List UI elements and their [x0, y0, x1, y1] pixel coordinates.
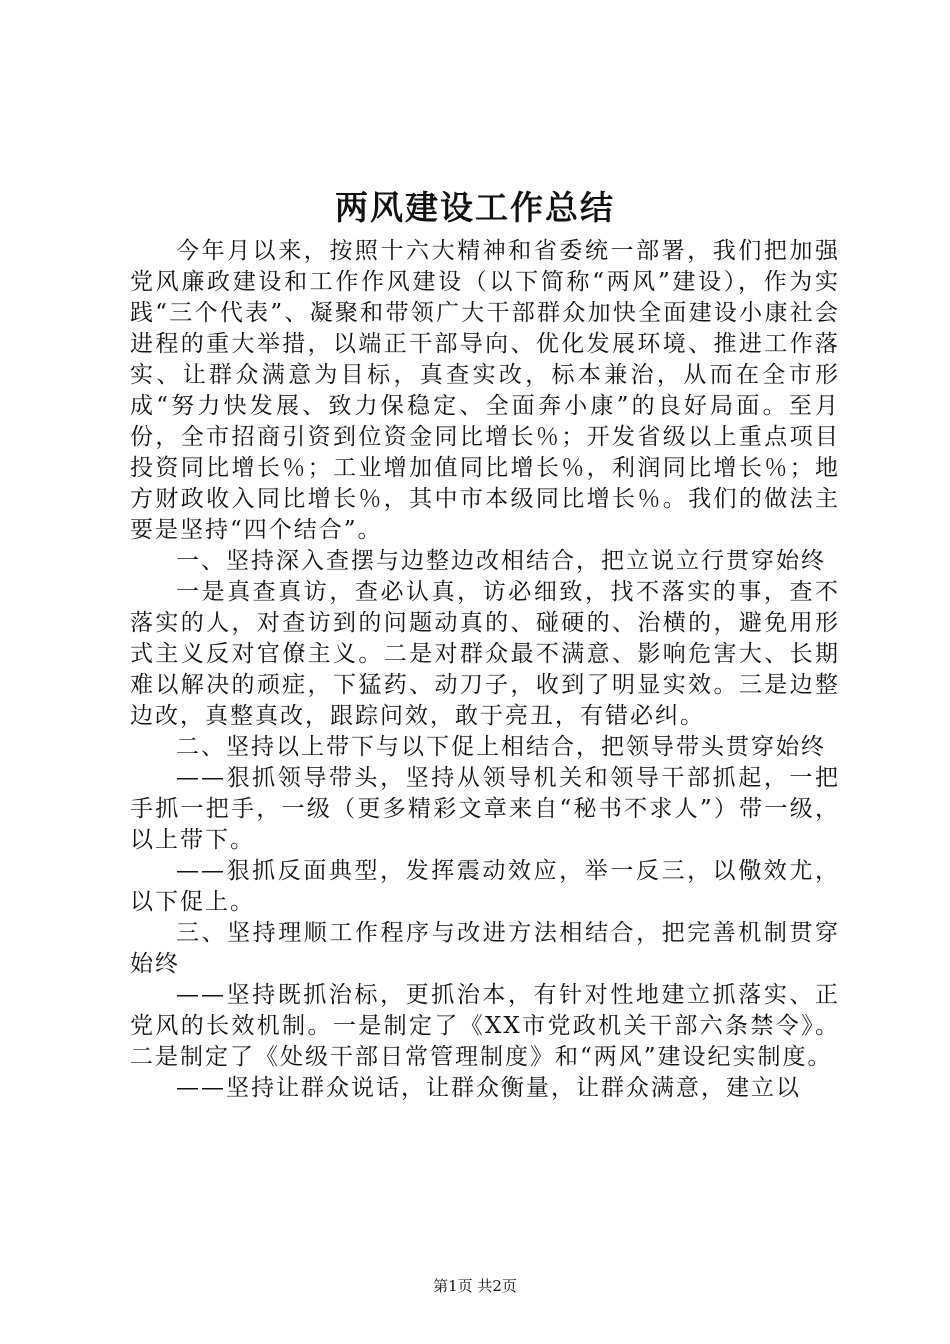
paragraph-section-2-item-2: ——狠抓反面典型，发挥震动效应，举一反三，以儆效尤，以下促上。 — [130, 858, 840, 915]
paragraph-section-1: 一是真查真访，查必认真，访必细致，找不落实的事，查不落实的人，对查访到的问题动真的、碰硬的、治横的，避免用形式主义反对官僚主义。二是对群众最不满意、影响危害大、长期难以解决的顽症，下猛药、动刀子，收到了明显实效。三是边整边改，真整真改，跟踪问效，敢于亮丑，有错必纠。 — [130, 579, 840, 729]
paragraph-section-2-item-1: ——狠抓领导带头，坚持从领导机关和领导干部抓起，一把手抓一把手，一级（更多精彩文章来自“秘书不求人”）带一级，以上带下。 — [130, 765, 840, 853]
section-heading-2: 二、坚持以上带下与以下促上相结合，把领导带头贯穿始终 — [176, 734, 826, 760]
paragraph-section-3-item-1: ——坚持既抓治标，更抓治本，有针对性地建立抓落实、正党风的长效机制。一是制定了《XX市党政机关干部六条禁令》。二是制定了《处级干部日常管理制度》和“两风”建设纪实制度。 — [130, 982, 840, 1070]
section-heading-1: 一、坚持深入查摆与边整边改相结合，把立说立行贯穿始终 — [176, 548, 826, 574]
section-heading-3: 三、坚持理顺工作程序与改进方法相结合，把完善机制贯穿始终 — [130, 920, 840, 977]
paragraph-section-3-item-2: ——坚持让群众说话，让群众衡量，让群众满意，建立以 — [176, 1075, 801, 1101]
document-title: 两风建设工作总结 — [335, 188, 615, 227]
document-body — [130, 236, 840, 1104]
page-footer: 第1页 共2页 — [433, 1277, 517, 1295]
paragraph-intro: 今年月以来，按照十六大精神和省委统一部署，我们把加强党风廉政建设和工作作风建设（以下简称“两风”建设），作为实践“三个代表”、凝聚和带领广大干部群众加快全面建设小康社会进程的重大举措，以端正干部导向、优化发展环境、推进工作落实、让群众满意为目标，真查实改，标本兼治，从而在全市形成“努力快发展、致力保稳定、全面奔小康”的良好局面。至月份，全市招商引资到位资金同比增长％；开发省级以上重点项目投资同比增长％；工业增加值同比增长％，利润同比增长％；地方财政收入同比增长％，其中市本级同比增长％。我们的做法主要是坚持“四个结合”。 — [130, 238, 840, 543]
